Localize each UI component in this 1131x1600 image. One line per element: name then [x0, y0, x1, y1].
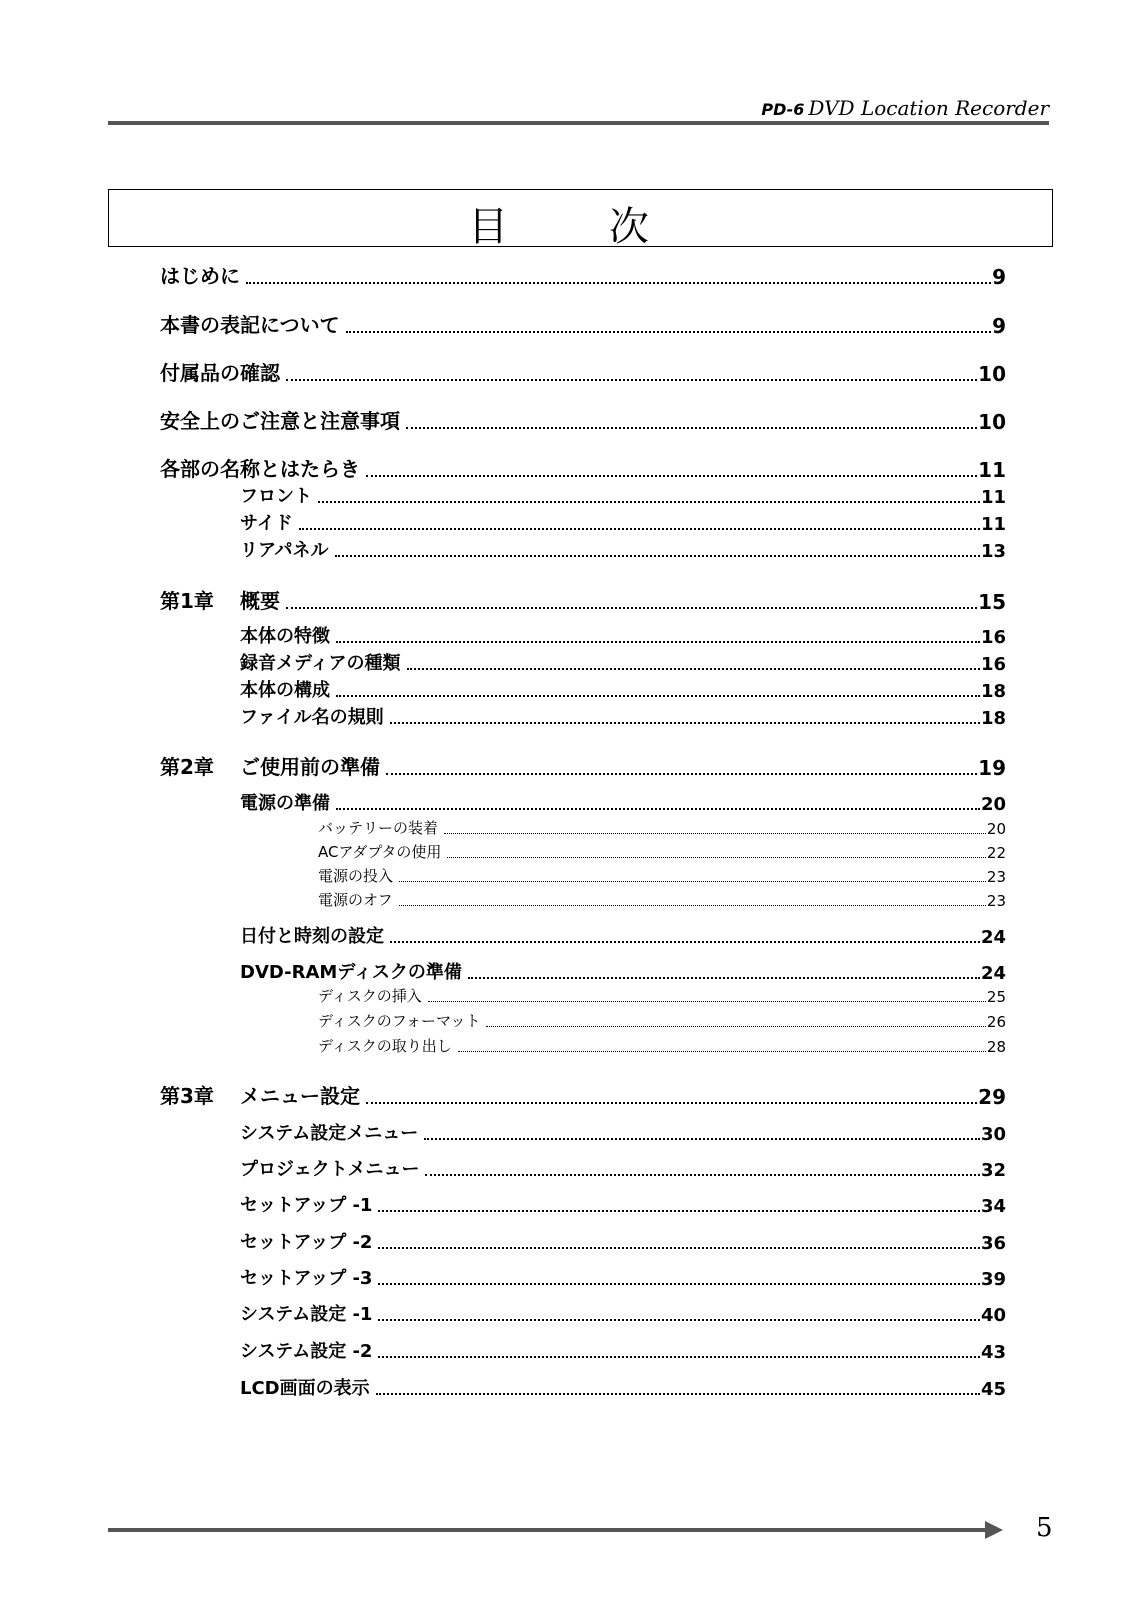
toc-entry[interactable]: [240, 1080, 1006, 1109]
toc-entry-page: 25: [986, 988, 1006, 1006]
toc-entry-page: 40: [980, 1305, 1006, 1326]
toc-entry[interactable]: [240, 1337, 1006, 1363]
toc-entry[interactable]: [240, 509, 1006, 535]
toc-entry[interactable]: [240, 922, 1006, 948]
dot-leader: [399, 905, 986, 906]
toc-entry-page: 26: [986, 1013, 1006, 1031]
toc-entry[interactable]: [240, 789, 1006, 815]
product-title: DVD Location Recorder: [808, 96, 1049, 120]
toc-entry[interactable]: [240, 1119, 1006, 1145]
toc-entry-label: 電源の準備: [240, 793, 330, 814]
toc-entry[interactable]: [160, 453, 1006, 482]
dot-leader: [336, 808, 980, 810]
toc-entry-label: 日付と時刻の設定: [240, 926, 384, 947]
toc-entry-page: 24: [980, 963, 1006, 984]
toc-entry-page: 19: [978, 756, 1006, 780]
chapter-number: 第2章: [160, 755, 214, 779]
dot-leader: [299, 528, 980, 530]
toc-entry-label: 本書の表記について: [160, 313, 340, 337]
toc-entry-page: 16: [980, 654, 1006, 675]
toc-entry-page: 39: [980, 1269, 1006, 1290]
chapter-number: 第1章: [160, 589, 214, 613]
toc-entry[interactable]: [318, 889, 1006, 910]
toc-entry-page: 23: [986, 892, 1006, 910]
toc-entry-page: 9: [992, 314, 1006, 338]
toc-entry-page: 11: [978, 458, 1006, 482]
toc-entry-label: DVD-RAMディスクの準備: [240, 962, 462, 983]
toc-entry[interactable]: [240, 751, 1006, 780]
toc-entry-label: セットアップ -2: [240, 1232, 373, 1253]
toc-entry-page: 28: [986, 1038, 1006, 1056]
toc-entry-page: 43: [980, 1342, 1006, 1363]
toc-entry[interactable]: [240, 703, 1006, 729]
toc-entry-page: 34: [980, 1196, 1006, 1217]
dot-leader: [406, 427, 977, 429]
dot-leader: [447, 857, 986, 858]
toc-entry[interactable]: [160, 260, 1006, 289]
toc-entry[interactable]: [240, 536, 1006, 562]
toc-entry-page: 9: [992, 265, 1006, 289]
toc-entry-label: メニュー設定: [240, 1084, 360, 1108]
dot-leader: [378, 1283, 979, 1285]
dot-leader: [366, 475, 977, 477]
chapter-number: 第3章: [160, 1084, 214, 1108]
toc-entry-page: 16: [980, 627, 1006, 648]
dot-leader: [428, 1001, 986, 1002]
toc-entry[interactable]: [240, 1300, 1006, 1326]
toc-entry-page: 13: [980, 541, 1006, 562]
toc-entry-label: ACアダプタの使用: [318, 843, 442, 861]
footer-rule: [108, 1528, 988, 1532]
toc-entry[interactable]: [240, 676, 1006, 702]
toc-entry-page: 20: [986, 820, 1006, 838]
toc-entry-label: プロジェクトメニュー: [240, 1159, 420, 1180]
toc-entry[interactable]: [318, 817, 1006, 838]
toc-entry-label: 付属品の確認: [160, 361, 280, 385]
dot-leader: [286, 607, 977, 609]
arrow-right-icon: [985, 1521, 1003, 1539]
dot-leader: [425, 1174, 979, 1176]
toc-entry-label: リアパネル: [240, 540, 329, 561]
dot-leader: [378, 1210, 979, 1212]
toc-entry[interactable]: [240, 1191, 1006, 1217]
dot-leader: [346, 331, 991, 333]
toc-entry[interactable]: [240, 1228, 1006, 1254]
toc-entry[interactable]: [318, 841, 1006, 862]
model-name: PD-6: [761, 100, 805, 119]
toc-entry-label: 安全上のご注意と注意事項: [160, 409, 400, 433]
toc-entry[interactable]: [318, 985, 1006, 1006]
dot-leader: [407, 668, 980, 670]
toc-title: 目 次: [468, 204, 693, 250]
toc-entry-label: 電源のオフ: [318, 891, 393, 909]
toc-entry[interactable]: [240, 1155, 1006, 1181]
toc-entry[interactable]: [240, 1374, 1006, 1400]
toc-entry-label: ディスクの挿入: [318, 987, 422, 1005]
toc-entry-page: 23: [986, 868, 1006, 886]
toc-entry[interactable]: [240, 482, 1006, 508]
dot-leader: [468, 977, 980, 979]
dot-leader: [378, 1319, 979, 1321]
toc-entry-page: 15: [978, 590, 1006, 614]
toc-entry-label: ご使用前の準備: [240, 755, 380, 779]
dot-leader: [486, 1026, 985, 1027]
toc-entry-label: システム設定メニュー: [240, 1123, 419, 1144]
toc-entry-label: サイド: [240, 513, 293, 534]
toc-entry[interactable]: [240, 622, 1006, 648]
toc-entry-page: 18: [980, 681, 1006, 702]
toc-entry[interactable]: [240, 585, 1006, 614]
dot-leader: [366, 1102, 977, 1104]
toc-entry-page: 30: [980, 1124, 1006, 1145]
toc-entry[interactable]: [240, 1264, 1006, 1290]
toc-entry-page: 20: [980, 794, 1006, 815]
dot-leader: [399, 881, 986, 882]
dot-leader: [246, 282, 991, 284]
toc-entry-page: 22: [986, 844, 1006, 862]
toc-entry-label: 本体の特徴: [240, 626, 330, 647]
dot-leader: [336, 641, 980, 643]
toc-entry-page: 24: [980, 927, 1006, 948]
toc-entry-label: LCD画面の表示: [240, 1378, 370, 1399]
toc-entry-page: 10: [978, 410, 1006, 434]
toc-entry-label: ディスクの取り出し: [318, 1037, 452, 1055]
toc-entry-label: 電源の投入: [318, 867, 394, 885]
dot-leader: [335, 555, 980, 557]
toc-entry[interactable]: [318, 1035, 1006, 1056]
toc-entry[interactable]: [160, 309, 1006, 338]
toc-entry-label: 各部の名称とはたらき: [160, 457, 360, 481]
toc-entry[interactable]: [160, 357, 1006, 386]
toc-entry[interactable]: [240, 649, 1006, 675]
toc-entry-label: フロント: [240, 486, 312, 507]
toc-entry-label: システム設定 -1: [240, 1304, 373, 1325]
dot-leader: [444, 833, 986, 834]
toc-entry[interactable]: [160, 405, 1006, 434]
toc-entry[interactable]: [318, 865, 1006, 886]
toc-entry-label: ファイル名の規則: [240, 707, 384, 728]
dot-leader: [376, 1393, 980, 1395]
toc-entry-page: 29: [978, 1085, 1006, 1109]
toc-entry-label: ディスクのフォーマット: [318, 1012, 481, 1030]
dot-leader: [286, 379, 977, 381]
toc-entry-label: バッテリーの装着: [318, 819, 439, 837]
dot-leader: [458, 1051, 986, 1052]
toc-entry-label: 録音メディアの種類: [240, 653, 401, 674]
toc-entry-page: 32: [980, 1160, 1006, 1181]
toc-entry[interactable]: [240, 958, 1006, 984]
dot-leader: [378, 1247, 979, 1249]
dot-leader: [424, 1138, 980, 1140]
toc-entry-page: 11: [980, 487, 1006, 508]
dot-leader: [336, 695, 980, 697]
dot-leader: [390, 941, 980, 943]
toc-entry-page: 36: [980, 1233, 1006, 1254]
toc-entry-label: 概要: [240, 589, 280, 613]
toc-entry-page: 18: [980, 708, 1006, 729]
toc-entry-label: はじめに: [160, 264, 240, 288]
dot-leader: [386, 773, 977, 775]
toc-entry-label: セットアップ -1: [240, 1195, 373, 1216]
toc-entry-label: 本体の構成: [240, 680, 330, 701]
toc-entry-label: システム設定 -2: [240, 1341, 373, 1362]
toc-entry-page: 11: [980, 514, 1006, 535]
dot-leader: [378, 1356, 979, 1358]
toc-entry-page: 45: [980, 1379, 1006, 1400]
toc-entry[interactable]: [318, 1010, 1006, 1031]
dot-leader: [390, 722, 980, 724]
page-number: 5: [1036, 1513, 1053, 1543]
toc-entry-label: セットアップ -3: [240, 1268, 373, 1289]
toc-entry-page: 10: [978, 362, 1006, 386]
dot-leader: [318, 501, 980, 503]
